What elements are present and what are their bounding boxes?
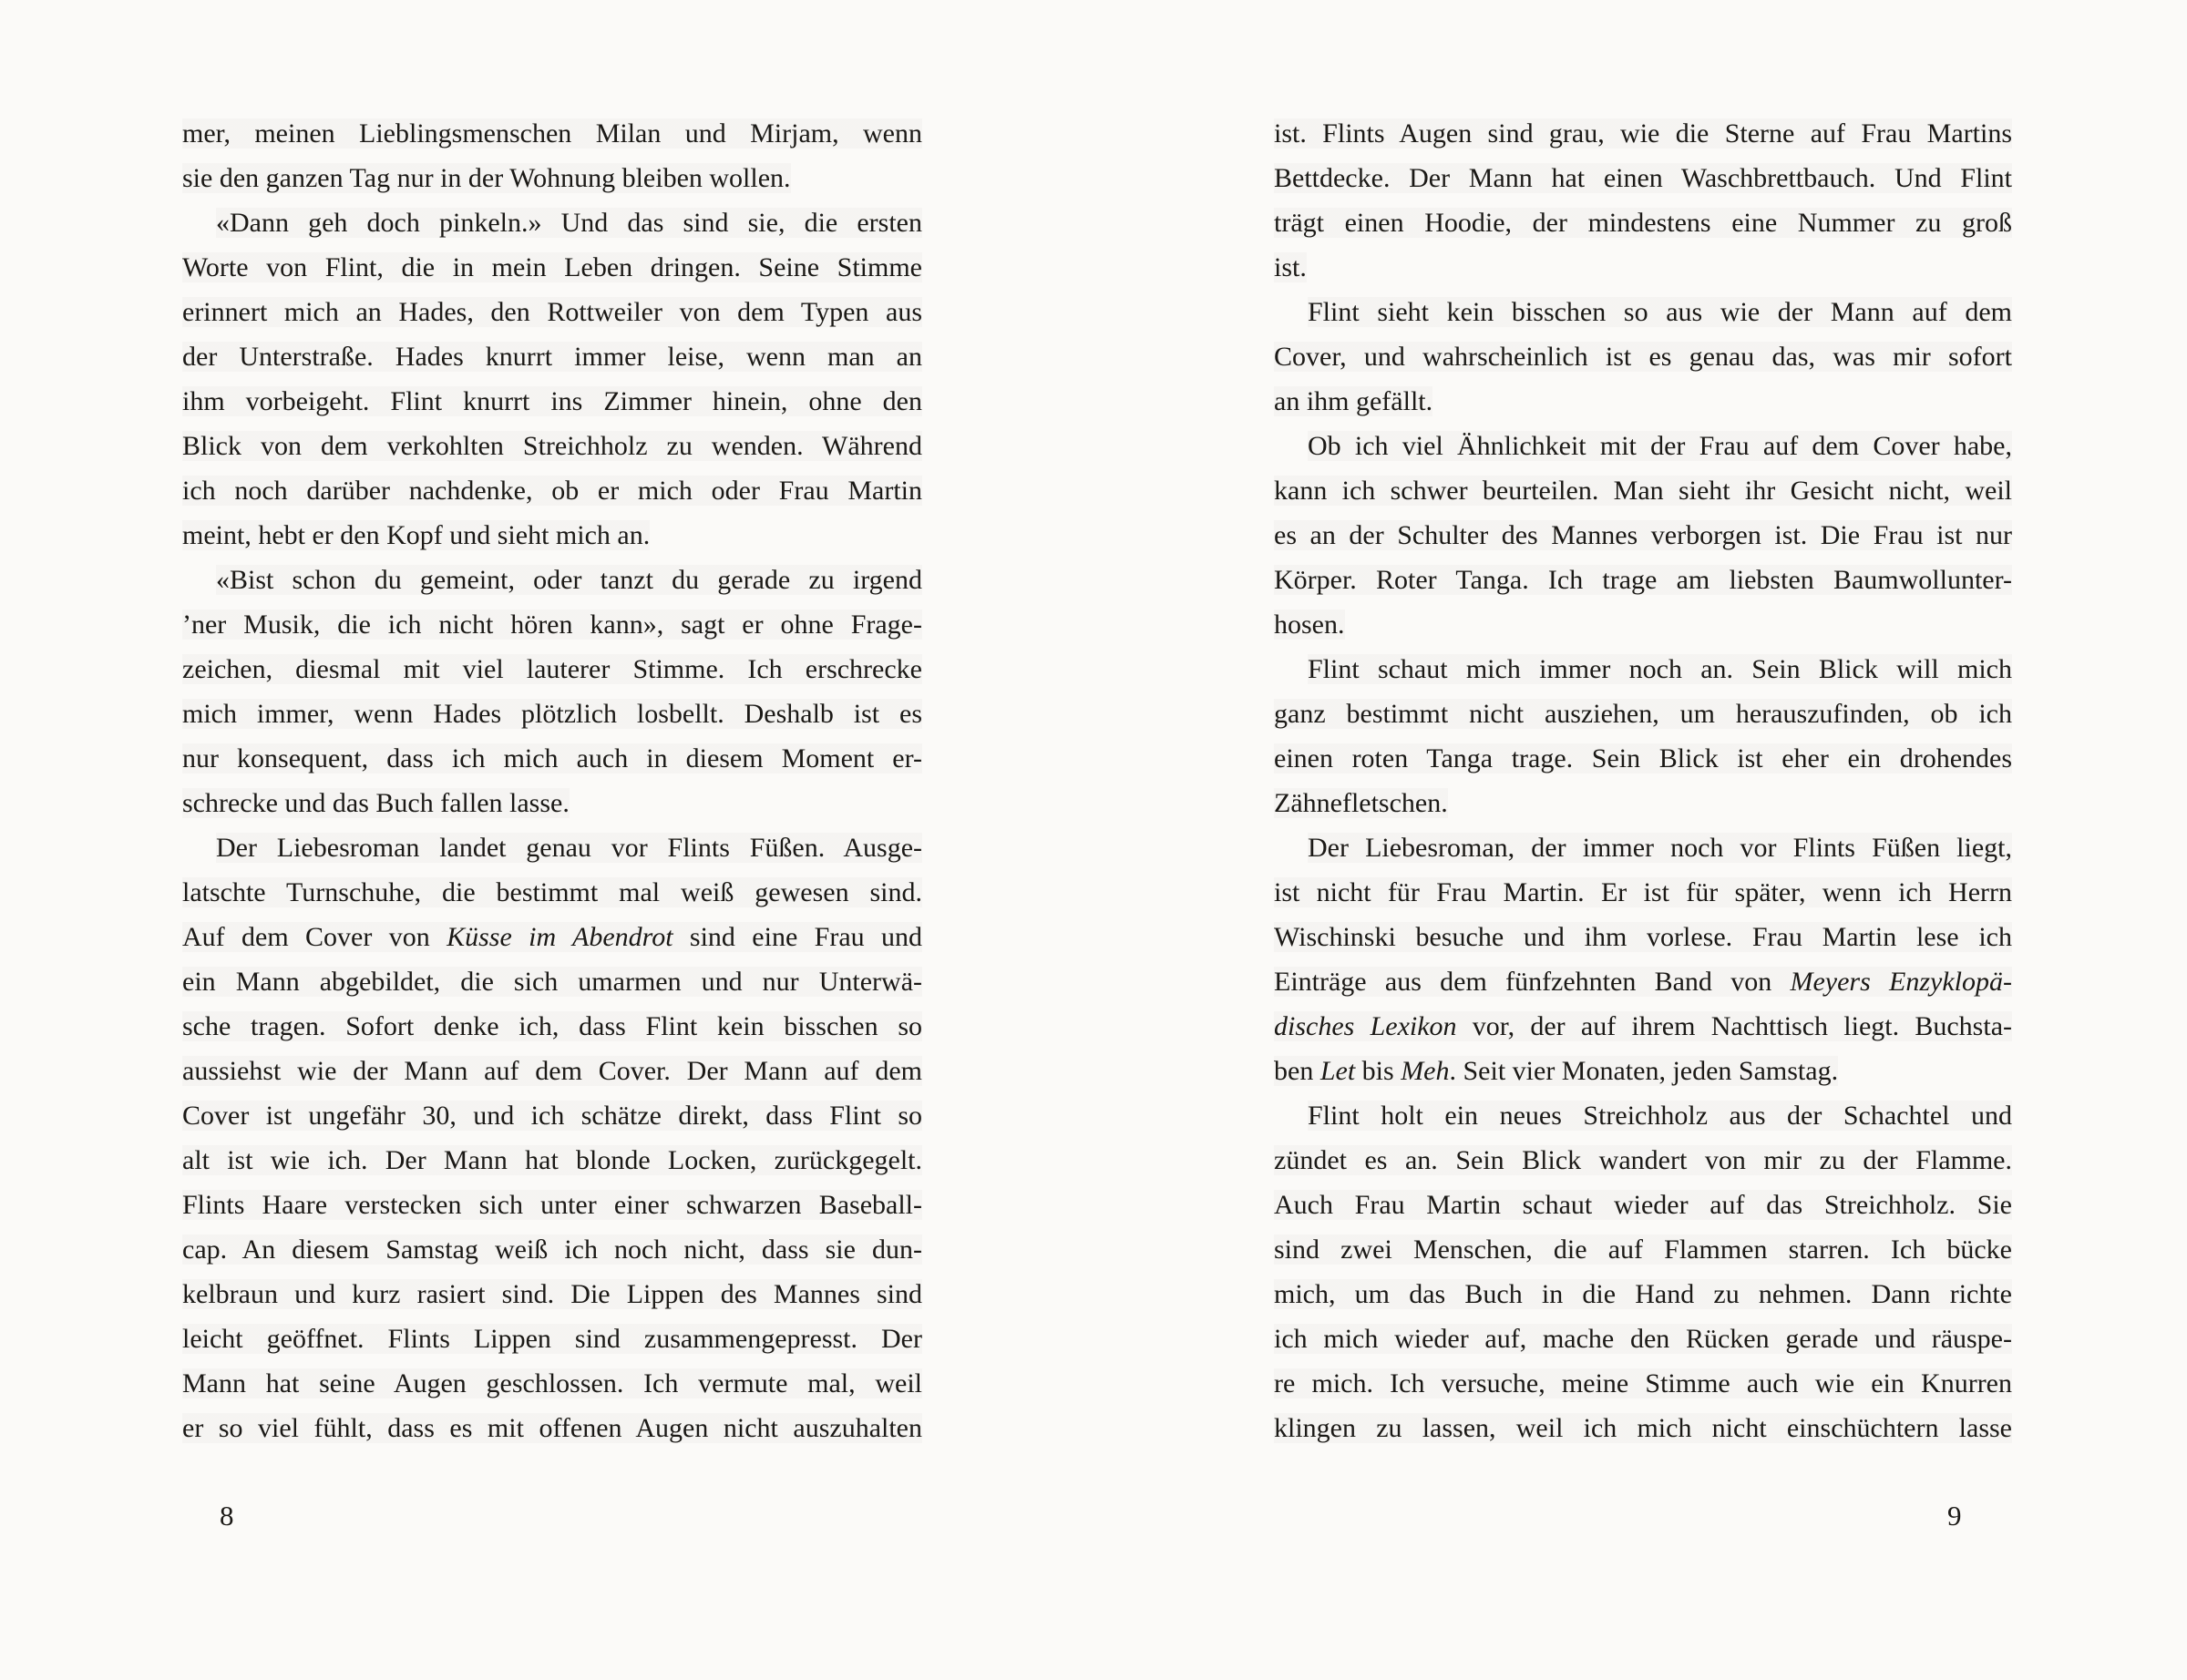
text-line [182, 290, 922, 334]
text-line [182, 424, 922, 468]
text-line [182, 1361, 922, 1406]
text-line [182, 1049, 922, 1093]
text-line [1274, 870, 2012, 915]
text-line [1274, 1138, 2012, 1183]
text-segment: hosen. [1274, 610, 1345, 640]
text-segment: kann ich schwer beurteilen. Man sieht ihr Gesicht nicht, weil [1274, 476, 2012, 506]
text-segment: zeichen, diesmal mit viel lauterer Stimme. Ich erschrecke [182, 654, 922, 684]
text-segment-italic: disches Lexikon [1274, 1011, 1457, 1041]
text-segment: sche tragen. Sofort denke ich, dass Flint kein bisschen so [182, 1011, 922, 1041]
text-line [182, 513, 922, 558]
text-segment: Worte von Flint, die in mein Leben dringen. Seine Stimme [182, 252, 922, 282]
text-segment: Mann hat seine Augen geschlossen. Ich vermute mal, weil [182, 1368, 922, 1398]
text-segment: ich mich wieder auf, mache den Rücken gerade und räuspe- [1274, 1324, 2012, 1354]
text-line [1274, 558, 2012, 602]
text-segment: . Seit vier Monaten, jeden Samstag. [1449, 1056, 1839, 1086]
text-line [1274, 915, 2012, 959]
text-line [182, 1406, 922, 1450]
text-segment: Auf dem Cover von [182, 922, 447, 952]
text-segment: ihm vorbeigeht. Flint knurrt ins Zimmer hinein, ohne den [182, 386, 922, 416]
text-segment: cap. An diesem Samstag weiß ich noch nicht, dass sie dun- [182, 1234, 922, 1265]
text-segment: ist. [1274, 252, 1307, 282]
text-segment: Zähnefletschen. [1274, 788, 1448, 818]
text-line [182, 1093, 922, 1138]
text-segment: Einträge aus dem fünfzehnten Band von [1274, 967, 1791, 997]
text-line [182, 736, 922, 781]
text-segment: Auch Frau Martin schaut wieder auf das Streichholz. Sie [1274, 1190, 2012, 1220]
text-segment: Blick von dem verkohlten Streichholz zu wenden. Während [182, 431, 922, 461]
text-segment: Der Liebesroman, der immer noch vor Flints Füßen liegt, [1308, 833, 2012, 863]
text-line [182, 959, 922, 1004]
text-line [1274, 736, 2012, 781]
text-line [1274, 691, 2012, 736]
text-segment: ist nicht für Frau Martin. Er ist für später, wenn ich Herrn [1274, 877, 2012, 907]
text-line [1274, 424, 2012, 468]
text-line [1274, 1049, 2012, 1093]
text-line [182, 156, 922, 200]
text-segment: ist. Flints Augen sind grau, wie die Sterne auf Frau Martins [1274, 118, 2012, 149]
text-segment: sind eine Frau und [673, 922, 922, 952]
text-segment: latschte Turnschuhe, die bestimmt mal weiß gewesen sind. [182, 877, 922, 907]
text-line [182, 870, 922, 915]
text-line [182, 602, 922, 647]
text-line [1274, 1406, 2012, 1450]
text-line [182, 1316, 922, 1361]
text-segment: vor, der auf ihrem Nachttisch liegt. Buchsta- [1456, 1011, 2012, 1041]
text-segment: bis [1355, 1056, 1402, 1086]
text-line [1274, 111, 2012, 156]
page-number-left: 8 [220, 1500, 234, 1531]
text-line [182, 245, 922, 290]
text-line [1274, 156, 2012, 200]
text-segment: aussiehst wie der Mann auf dem Cover. Der Mann auf dem [182, 1056, 922, 1086]
text-segment: Flint schaut mich immer noch an. Sein Blick will mich [1308, 654, 2012, 684]
text-line [1274, 959, 2012, 1004]
text-line [1274, 647, 2012, 691]
text-segment: ben [1274, 1056, 1320, 1086]
text-line [1274, 1004, 2012, 1049]
text-line [182, 647, 922, 691]
text-line [1274, 200, 2012, 245]
text-line [1274, 1316, 2012, 1361]
text-segment: Der Liebesroman landet genau vor Flints Füßen. Ausge- [216, 833, 922, 863]
text-segment: Flints Haare verstecken sich unter einer schwarzen Baseball- [182, 1190, 922, 1220]
text-segment: sie den ganzen Tag nur in der Wohnung bleiben wollen. [182, 163, 791, 193]
text-line [182, 1227, 922, 1272]
text-line [182, 1183, 922, 1227]
text-segment: mich, um das Buch in die Hand zu nehmen. Dann richte [1274, 1279, 2012, 1309]
text-line [182, 468, 922, 513]
text-line [1274, 245, 2012, 290]
text-segment: Cover ist ungefähr 30, und ich schätze direkt, dass Flint so [182, 1101, 922, 1131]
text-line [182, 781, 922, 825]
text-line [182, 691, 922, 736]
text-segment-italic: Küsse im Abendrot [447, 922, 673, 952]
text-line [1274, 825, 2012, 870]
text-line [1274, 1227, 2012, 1272]
text-segment: trägt einen Hoodie, der mindestens eine Nummer zu groß [1274, 208, 2012, 238]
text-segment: meint, hebt er den Kopf und sieht mich an. [182, 520, 651, 550]
text-segment: Bettdecke. Der Mann hat einen Waschbrettbauch. Und Flint [1274, 163, 2012, 193]
text-segment: Flint holt ein neues Streichholz aus der Schachtel und [1308, 1101, 2012, 1131]
text-segment: Ob ich viel Ähnlichkeit mit der Frau auf dem Cover habe, [1308, 431, 2012, 461]
text-line [1274, 1361, 2012, 1406]
text-line [182, 915, 922, 959]
text-segment-italic: Meyers Enzyklopä- [1790, 967, 2012, 997]
text-line [182, 379, 922, 424]
text-segment: der Unterstraße. Hades knurrt immer leise, wenn man an [182, 342, 922, 372]
text-segment-italic: Let [1319, 1056, 1356, 1086]
text-segment: Cover, und wahrscheinlich ist es genau das, was mir sofort [1274, 342, 2012, 372]
text-line [182, 200, 922, 245]
text-segment: mer, meinen Lieblingsmenschen Milan und Mirjam, wenn [182, 118, 922, 149]
text-line [182, 111, 922, 156]
text-segment: kelbraun und kurz rasiert sind. Die Lippen des Mannes sind [182, 1279, 922, 1309]
text-line [1274, 1183, 2012, 1227]
text-line [1274, 1272, 2012, 1316]
text-segment: ’ner Musik, die ich nicht hören kann», sagt er ohne Frage- [182, 610, 922, 640]
text-segment: an ihm gefällt. [1274, 386, 1433, 416]
text-segment: ein Mann abgebildet, die sich umarmen und nur Unterwä- [182, 967, 922, 997]
text-line [1274, 379, 2012, 424]
text-segment: «Dann geh doch pinkeln.» Und das sind sie, die ersten [216, 208, 922, 238]
text-line [1274, 513, 2012, 558]
text-segment: erinnert mich an Hades, den Rottweiler von dem Typen aus [182, 297, 922, 327]
text-line [182, 825, 922, 870]
text-line [1274, 1093, 2012, 1138]
text-segment: er so viel fühlt, dass es mit offenen Augen nicht auszuhalten [182, 1413, 922, 1443]
text-line [1274, 334, 2012, 379]
text-segment: ich noch darüber nachdenke, ob er mich oder Frau Martin [182, 476, 922, 506]
text-segment: schrecke und das Buch fallen lasse. [182, 788, 570, 818]
text-segment: «Bist schon du gemeint, oder tanzt du gerade zu irgend [216, 565, 922, 595]
text-line [182, 1004, 922, 1049]
text-segment-italic: Meh [1401, 1056, 1450, 1086]
text-line [1274, 781, 2012, 825]
text-segment: mich immer, wenn Hades plötzlich losbellt. Deshalb ist es [182, 699, 922, 729]
text-segment: leicht geöffnet. Flints Lippen sind zusammengepresst. Der [182, 1324, 922, 1354]
text-line [1274, 602, 2012, 647]
text-line [182, 334, 922, 379]
text-segment: zündet es an. Sein Blick wandert von mir zu der Flamme. [1274, 1145, 2012, 1175]
text-line [182, 558, 922, 602]
text-segment: einen roten Tanga trage. Sein Blick ist eher ein drohendes [1274, 743, 2012, 773]
text-line [1274, 290, 2012, 334]
text-line [1274, 468, 2012, 513]
text-segment: es an der Schulter des Mannes verborgen ist. Die Frau ist nur [1274, 520, 2012, 550]
text-segment: Körper. Roter Tanga. Ich trage am liebsten Baumwollunter- [1274, 565, 2012, 595]
page-number-right: 9 [1947, 1500, 1962, 1531]
text-segment: sind zwei Menschen, die auf Flammen starren. Ich bücke [1274, 1234, 2012, 1265]
text-segment: klingen zu lassen, weil ich mich nicht einschüchtern lasse [1274, 1413, 2012, 1443]
text-segment: nur konsequent, dass ich mich auch in diesem Moment er- [182, 743, 922, 773]
text-segment: Wischinski besuche und ihm vorlese. Frau Martin lese ich [1274, 922, 2012, 952]
page-text-right [1274, 111, 2012, 1450]
text-line [182, 1272, 922, 1316]
text-segment: Flint sieht kein bisschen so aus wie der Mann auf dem [1308, 297, 2012, 327]
text-segment: alt ist wie ich. Der Mann hat blonde Locken, zurückgegelt. [182, 1145, 922, 1175]
page-text-left [182, 111, 922, 1450]
text-segment: ganz bestimmt nicht ausziehen, um herauszufinden, ob ich [1274, 699, 2012, 729]
text-line [182, 1138, 922, 1183]
text-segment: re mich. Ich versuche, meine Stimme auch wie ein Knurren [1274, 1368, 2012, 1398]
